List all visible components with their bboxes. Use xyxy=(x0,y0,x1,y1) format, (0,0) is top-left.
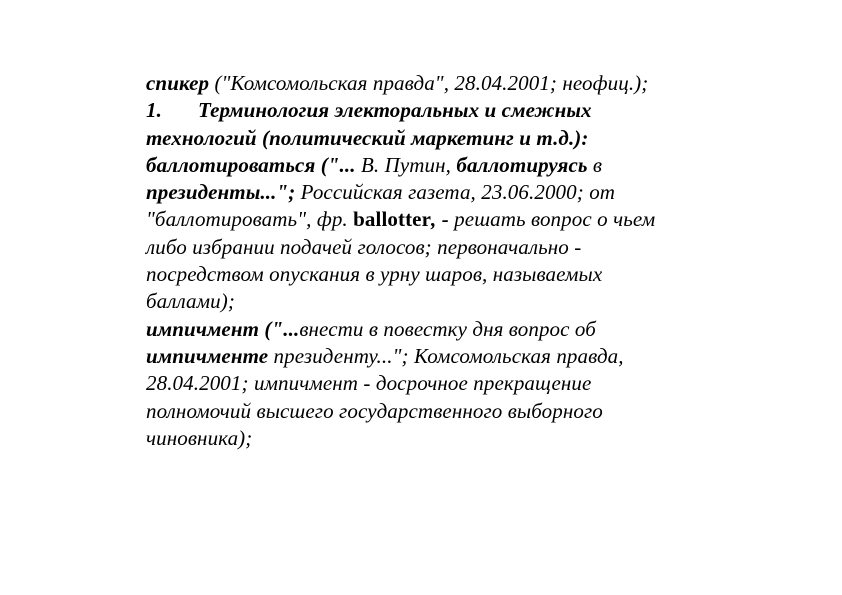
text-segment: посредством опускания в урну шаров, называемых xyxy=(146,262,603,287)
text-segment: Российская газета, 23.06.2000; от xyxy=(295,180,616,205)
text-line xyxy=(146,152,716,179)
term-impeachment: импичмент xyxy=(146,316,260,341)
text-line xyxy=(146,234,716,261)
text-line xyxy=(146,370,716,397)
text-segment: В. Путин, xyxy=(355,152,457,177)
text-segment: в xyxy=(587,152,603,177)
text-segment: внести в повестку дня вопрос об xyxy=(299,316,596,341)
text-line xyxy=(146,261,716,288)
text-line xyxy=(146,97,716,124)
foreign-term: ballotter xyxy=(353,207,432,232)
term-ballot: баллотироваться ("... xyxy=(146,152,356,177)
text-line xyxy=(146,398,716,425)
text-segment: ("Комсомольская правда", 28.04.2001; неофиц.); xyxy=(209,71,649,95)
text-segment: ("... xyxy=(259,316,300,341)
text-segment: баллами); xyxy=(146,289,235,314)
text-block xyxy=(146,70,716,452)
text-segment: , - xyxy=(431,207,449,232)
term-emphasis: импичменте xyxy=(146,343,269,368)
text-segment: президенту..."; Комсомольская правда, xyxy=(268,343,624,368)
term-emphasis: президенты..."; xyxy=(146,180,296,205)
text-segment: чиновника); xyxy=(146,425,253,450)
text-segment: 28.04.2001; импичмент - досрочное прекращение xyxy=(146,371,592,396)
text-line xyxy=(146,70,716,97)
term-speaker: спикер xyxy=(146,71,210,95)
text-segment: либо избрании подачей голосов; первоначально - xyxy=(146,234,582,259)
text-line xyxy=(146,343,716,370)
text-line xyxy=(146,425,716,452)
text-line xyxy=(146,288,716,315)
section-heading-cont: технологий (политический маркетинг и т.д.): xyxy=(146,125,589,150)
text-segment: "баллотировать", фр. xyxy=(146,207,354,232)
term-emphasis: баллотируясь xyxy=(456,152,588,177)
text-line xyxy=(146,316,716,343)
section-heading: Терминология электоральных и смежных xyxy=(197,98,592,123)
text-line xyxy=(146,179,716,206)
text-line xyxy=(146,125,716,152)
list-number: 1. xyxy=(146,98,162,123)
text-line xyxy=(146,206,716,233)
text-segment: полномочий высшего государственного выборного xyxy=(146,398,603,423)
text-segment: решать вопрос о чьем xyxy=(448,207,656,232)
